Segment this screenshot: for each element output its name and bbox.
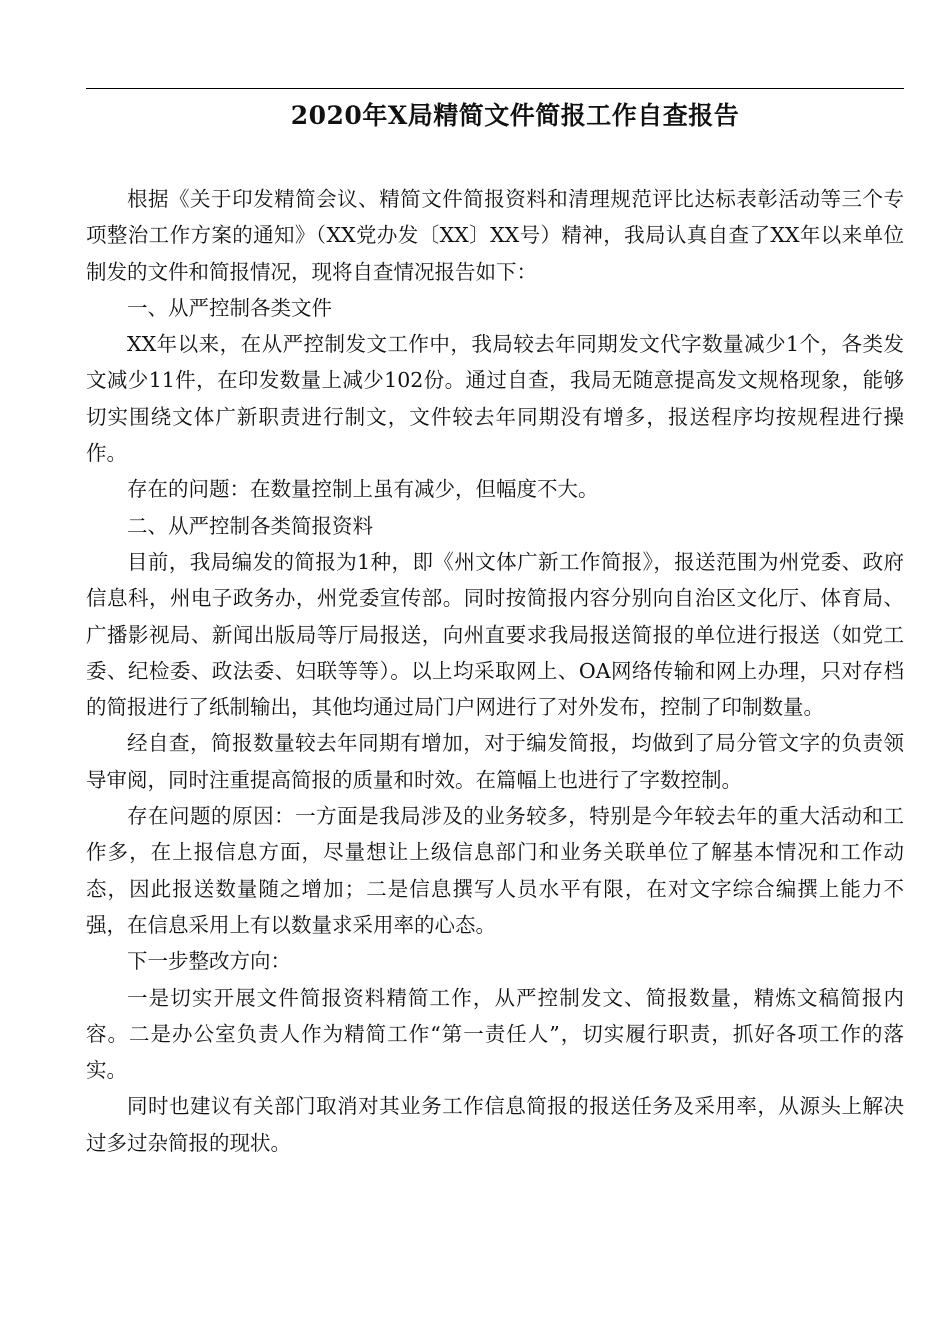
issue-causes-paragraph: 存在问题的原因：一方面是我局涉及的业务较多，特别是今年较去年的重大活动和工作多，在上报信息方面，尽量想让上级信息部门和业务关联单位了解基本情况和工作动态，因此报送数量随之增加；二是信息撰写人员水平有限，在对文字综合编撰上能力不强，在信息采用上有以数量求采用率的心态。 bbox=[86, 804, 904, 937]
next-steps-heading: 下一步整改方向： bbox=[127, 949, 291, 974]
header-rule bbox=[86, 88, 904, 89]
section-heading-briefings: 二、从严控制各类简报资料 bbox=[127, 513, 373, 538]
section-heading-files: 一、从严控制各类文件 bbox=[127, 295, 332, 320]
intro-paragraph: 根据《关于印发精简会议、精简文件简报资料和清理规范评比达标表彰活动等三个专项整治工作方案的通知》（XX党办发〔XX〕XX号）精神，我局认真自查了XX年以来单位制发的文件和简报情况，现将自查情况报告如下： bbox=[86, 187, 904, 284]
self-check-paragraph: 经自查，简报数量较去年同期有增加，对于编发简报，均做到了局分管文字的负责领导审阅，同时注重提高简报的质量和时效。在篇幅上也进行了字数控制。 bbox=[86, 731, 904, 792]
files-issue-paragraph: 存在的问题：在数量控制上虽有减少，但幅度不大。 bbox=[127, 477, 599, 502]
rectification-paragraph: 一是切实开展文件简报资料精简工作，从严控制发文、简报数量，精炼文稿简报内容。二是办公室负责人作为精简工作“第一责任人”，切实履行职责，抓好各项工作的落实。 bbox=[86, 985, 904, 1083]
document-body bbox=[86, 181, 904, 1161]
suggestion-paragraph: 同时也建议有关部门取消对其业务工作信息简报的报送任务及采用率，从源头上解决过多过杂简报的现状。 bbox=[86, 1094, 904, 1155]
briefings-paragraph: 目前，我局编发的简报为1种，即《州文体广新工作简报》，报送范围为州党委、政府信息科，州电子政务办，州党委宣传部。同时按简报内容分别向自治区文化厅、体育局、广播影视局、新闻出版局等厅局报送，向州直要求我局报送简报的单位进行报送（如党工委、纪检委、政法委、妇联等等）。以上均采取网上、OA网络传输和网上办理，只对存档的简报进行了纸制输出，其他均通过局门户网进行了对外发布，控制了印制数量。 bbox=[86, 549, 904, 720]
document-title: 2020年X局精简文件简报工作自查报告 bbox=[290, 101, 740, 130]
files-paragraph: XX年以来，在从严控制发文工作中，我局较去年同期发文代字数量减少1个，各类发文减少11件，在印发数量上减少102份。通过自查，我局无随意提高发文规格现象，能够切实围绕文体广新职责进行制文，文件较去年同期没有增多，报送程序均按规程进行操作。 bbox=[86, 332, 904, 466]
